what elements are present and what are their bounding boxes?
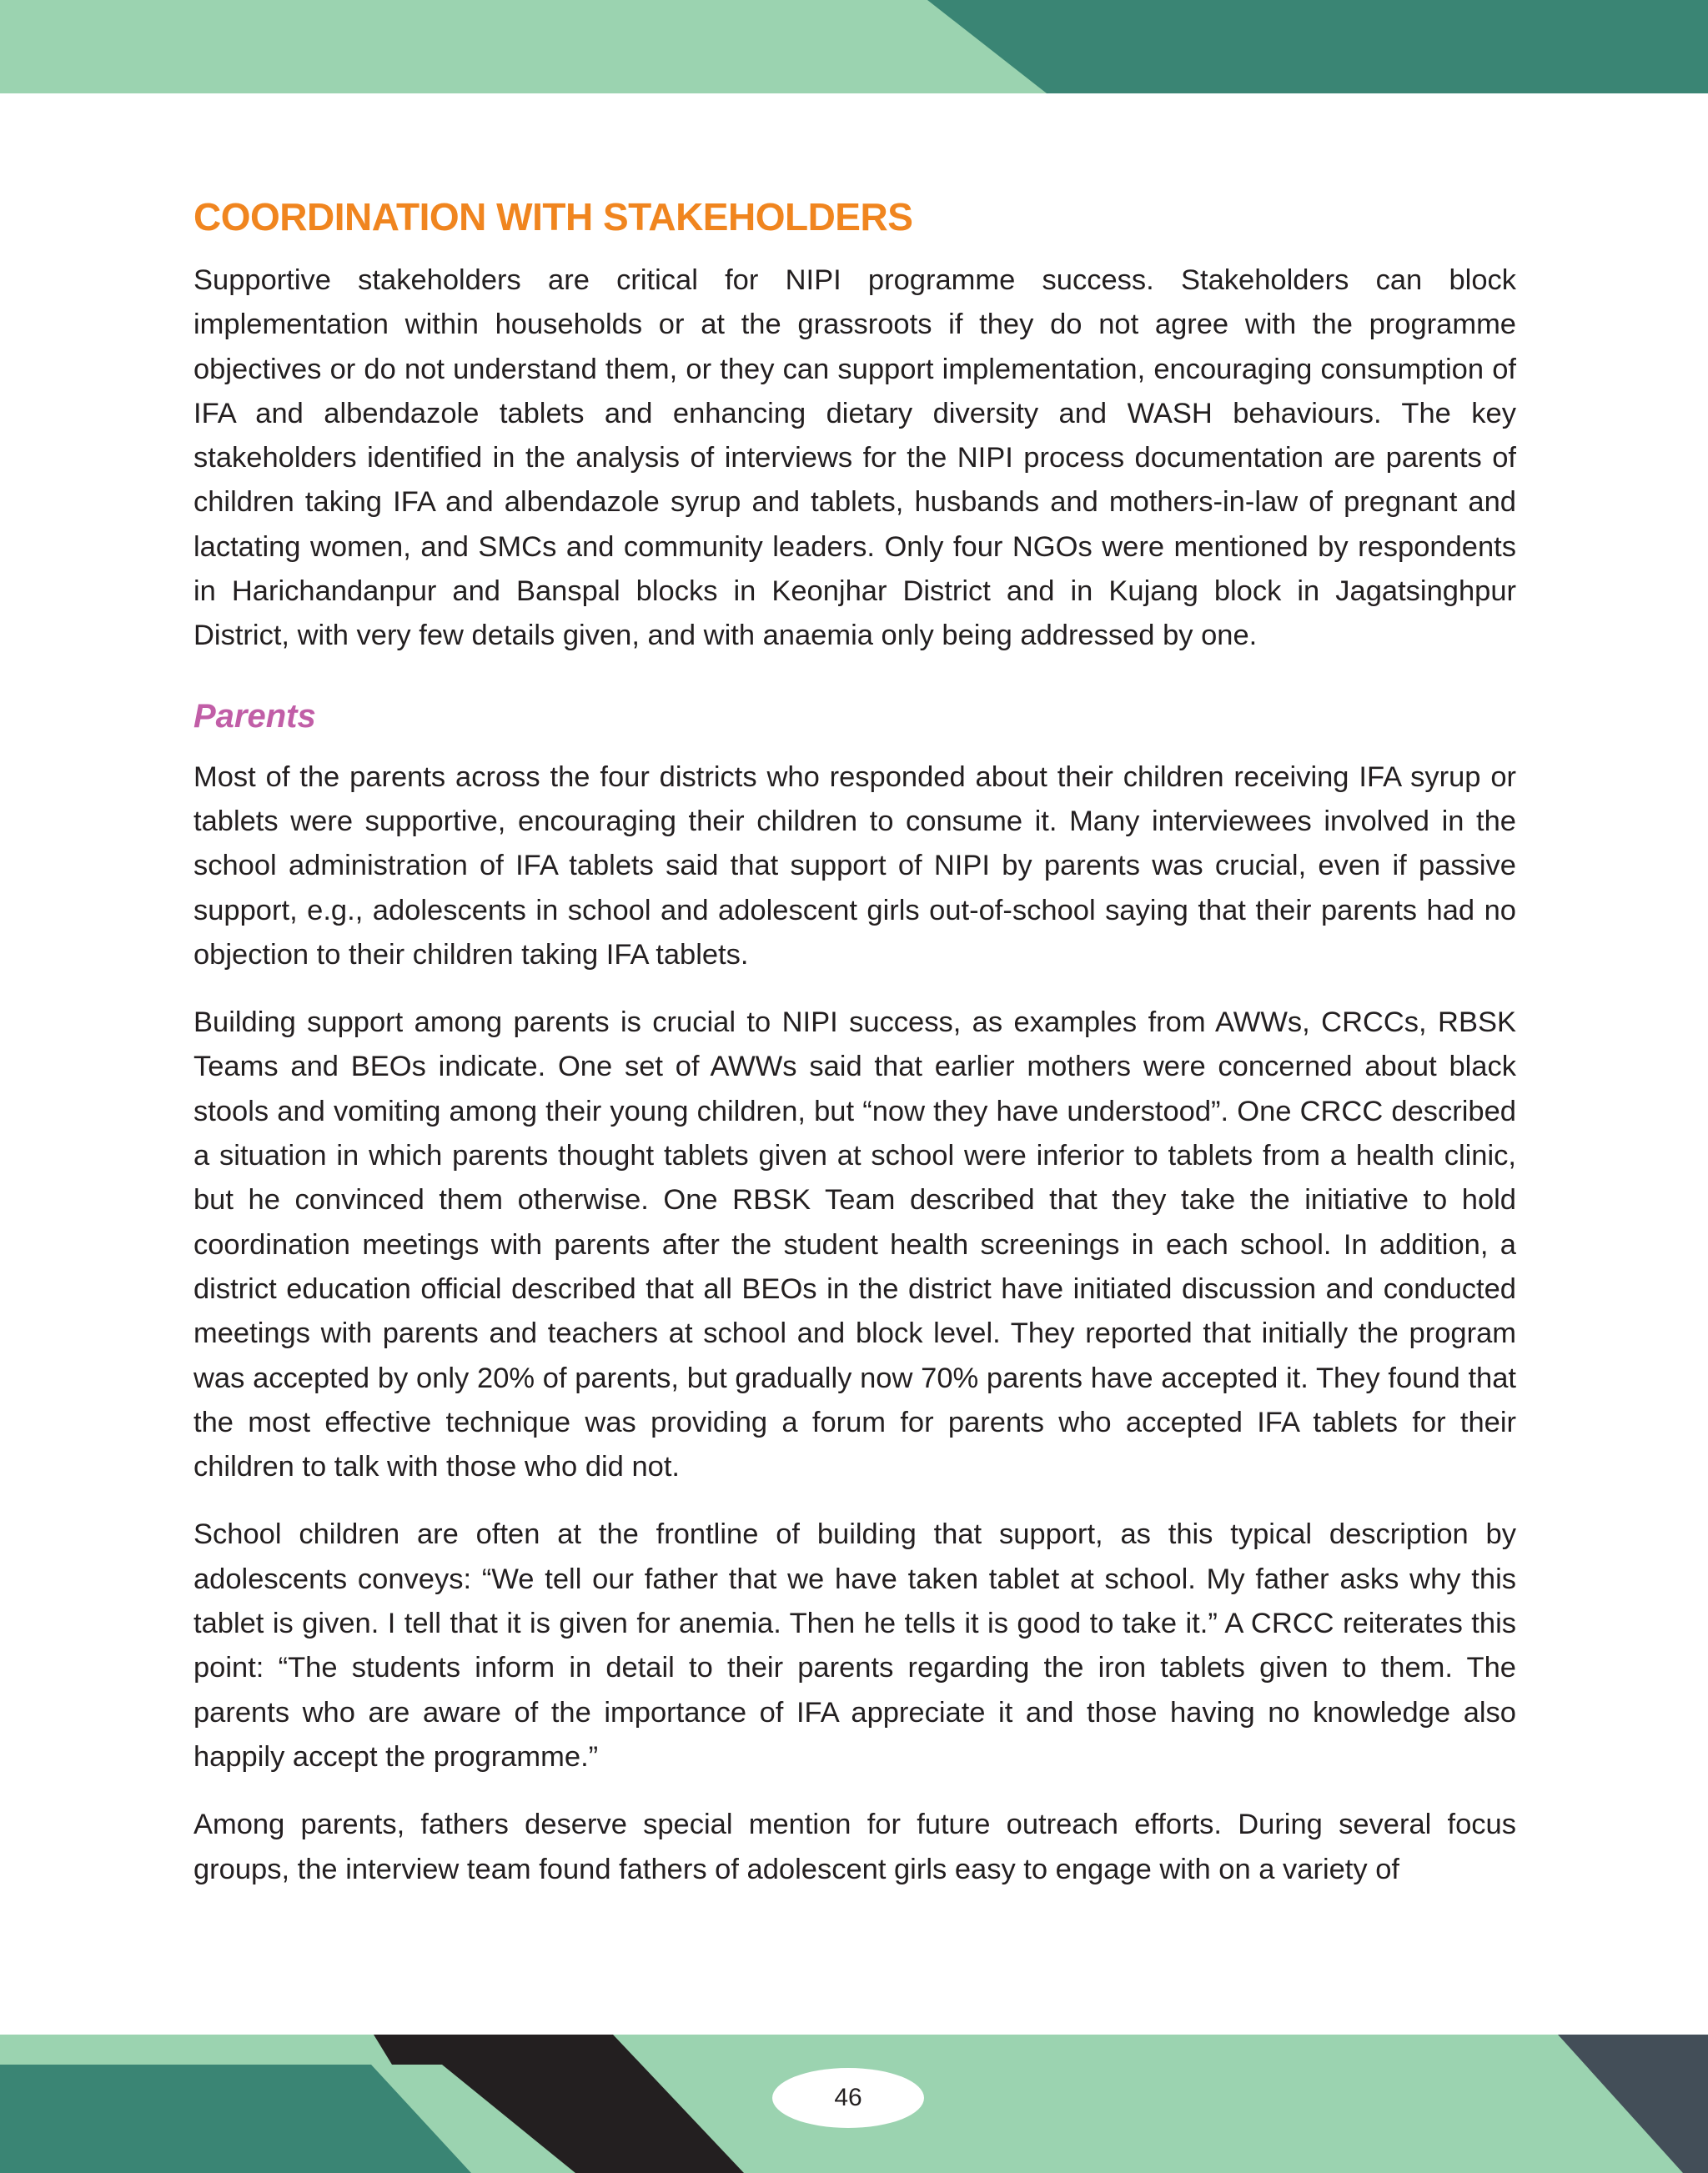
parents-paragraph-4: Among parents, fathers deserve special mention for future outreach efforts. During several focus groups, the interview team found fathers of adolescent girls easy to engage with on a variety of (193, 1809, 1516, 1885)
parents-paragraph-3: School children are often at the frontline of building that support, as this typical description by adolescents conveys: “We tell our father that we have taken tablet at school. My father asks why this tablet is given. I tell that it is given for anemia. Then he tells it is good to take it.” A CRCC reiterates this point: “The students inform in detail to their parents regarding the iron tablets given to them. The parents who are aware of the importance of IFA appreciate it and those having no knowledge also happily accept the programme.” (193, 1518, 1516, 1773)
header-teal-shape (927, 0, 1708, 93)
parents-paragraph-2: Building support among parents is crucial to NIPI success, as examples from AWWs, CRCCs, RBSK Teams and BEOs indicate. One set of AWWs said that earlier mothers were concerned about black stools and vomiting among their young children, but “now they have understood”. One CRCC described a situation in which parents thought tablets given at school were inferior to tablets from a health clinic, but he convinced them otherwise. One RBSK Team described that they take the initiative to hold coordination meetings with parents after the student health screenings in each school. In addition, a district education official described that all BEOs in the district have initiated discussion and conducted meetings with parents and teachers at school and block level. They reported that initially the program was accepted by only 20% of parents, but gradually now 70% parents have accepted it. They found that the most effective technique was providing a forum for parents who accepted IFA tablets for their children to talk with those who did not. (193, 1006, 1516, 1483)
section-title: COORDINATION WITH STAKEHOLDERS (193, 195, 913, 238)
page-content (193, 193, 1516, 1892)
subsection-title: Parents (193, 697, 316, 735)
header-band-shapes (0, 0, 1708, 93)
parents-paragraph-1: Most of the parents across the four districts who responded about their children receiving IFA syrup or tablets were supportive, encouraging their children to consume it. Many interviewees involved in the school administration of IFA tablets said that support of NIPI by parents was crucial, even if passive support, e.g., adolescents in school and adolescent girls out-of-school saying that their parents had no objection to their children taking IFA tablets. (193, 760, 1516, 971)
header-light-green-shape (0, 0, 1047, 93)
page-number: 46 (834, 2084, 862, 2111)
intro-paragraph: Supportive stakeholders are critical for NIPI programme success. Stakeholders can block implementation within households or at the grassroots if they do not agree with the programme objectives or do not understand them, or they can support implementation, encouraging consumption of IFA and albendazole tablets and enhancing dietary diversity and WASH behaviours. The key stakeholders identified in the analysis of interviews for the NIPI process documentation are parents of children taking IFA and albendazole syrup and tablets, husbands and mothers-in-law of pregnant and lactating women, and SMCs and community leaders. Only four NGOs were mentioned by respondents in Harichandanpur and Banspal blocks in Keonjhar District and in Kujang block in Jagatsinghpur District, with very few details given, and with anaemia only being addressed by one. (193, 264, 1516, 652)
header-decorative-band (0, 0, 1708, 93)
page-number-badge (772, 2068, 924, 2128)
